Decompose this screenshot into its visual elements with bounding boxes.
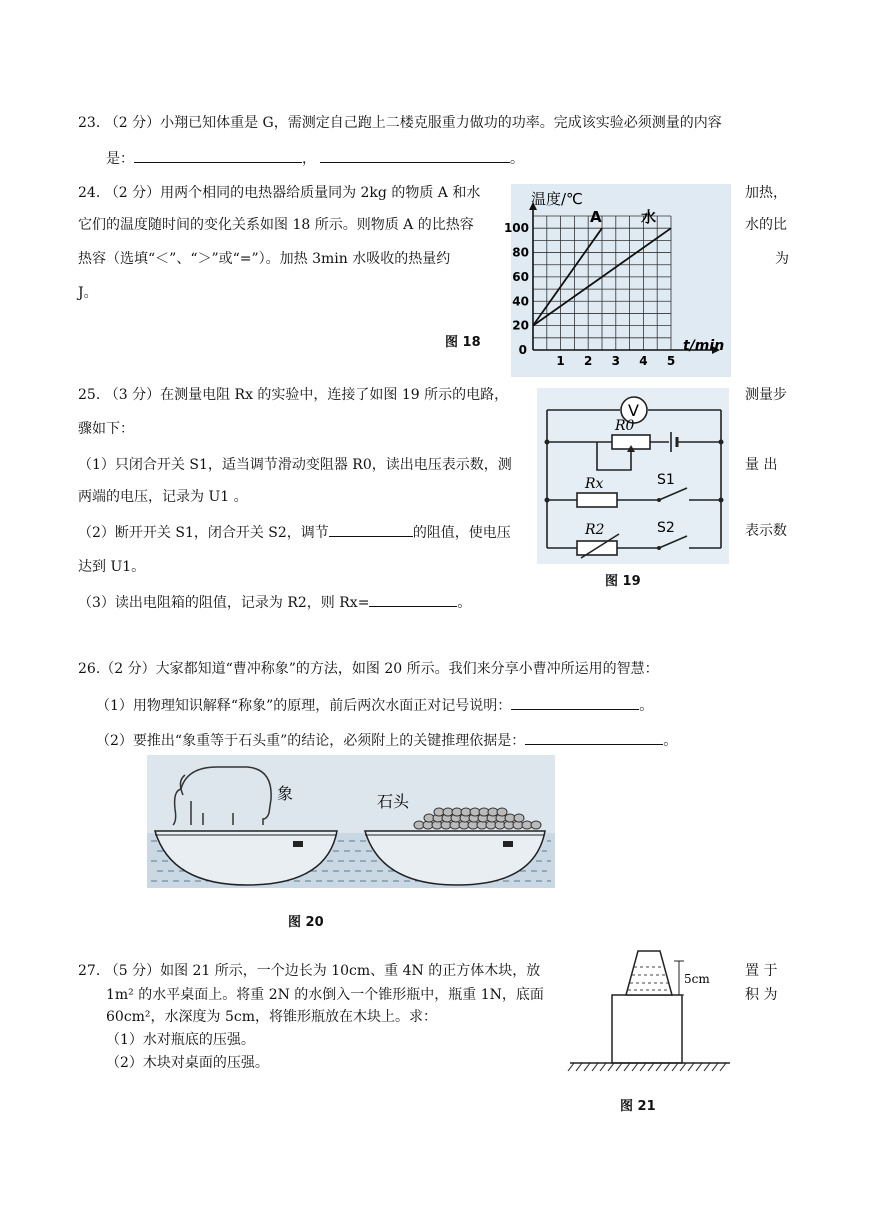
q27-line1: 27. （5 分）如图 21 所示，一个边长为 10cm、重 4N 的正方体木块，放: [78, 963, 541, 979]
stone-label: 石头: [377, 792, 410, 811]
hatch-line: [696, 1063, 702, 1071]
hatch-line: [664, 1063, 670, 1071]
q27-sub2: （2）木块对桌面的压强。: [106, 1055, 269, 1071]
r0-label: R0: [615, 418, 635, 434]
q25-step2: [78, 522, 511, 542]
waterline-mark: [503, 841, 513, 847]
series-label-water: 水: [641, 208, 657, 227]
q25-line1: 25. （3 分）在测量电阻 Rx 的实验中，连接了如图 19 所示的电路，: [78, 387, 509, 403]
q25-line2: 骤如下：: [78, 421, 134, 437]
series-label-a: A: [590, 208, 602, 227]
hatch-line: [600, 1063, 606, 1071]
stone: [514, 814, 524, 822]
stone: [531, 821, 541, 829]
elephant-label: 象: [277, 784, 294, 803]
rx-label: Rx: [585, 476, 604, 492]
chart-ylabel: 温度/℃: [531, 190, 583, 208]
junction-dot: [719, 498, 724, 503]
q27-line1-right: 置 于: [745, 963, 778, 979]
q27-line3: 60cm²，水深度为 5cm，将锥形瓶放在木块上。求：: [106, 1009, 438, 1025]
hatch-line: [640, 1063, 646, 1071]
q25-step3-end: 。: [457, 595, 472, 611]
q25-step2-right: 表示数: [745, 523, 787, 539]
hatch-line: [688, 1063, 694, 1071]
q25-step2b: 达到 U1。: [78, 559, 146, 575]
hatch-line: [592, 1063, 598, 1071]
q24-line1-right: 加热，: [745, 185, 787, 201]
voltmeter-label: V: [628, 401, 639, 420]
resistor-rx: [577, 493, 617, 507]
conical-flask: [626, 951, 672, 995]
q25-step1: （1）只闭合开关 S1，适当调节滑动变阻器 R0，读出电压表示数，测: [78, 457, 512, 473]
hatch-line: [616, 1063, 622, 1071]
q24-line2: 它们的温度随时间的变化关系如图 18 所示。则物质 A 的比热容: [78, 217, 474, 233]
chart-xlabel: t/min: [683, 338, 725, 354]
hatch-line: [672, 1063, 678, 1071]
s2-label: S2: [657, 520, 675, 536]
y-tick-label: 60: [512, 269, 529, 284]
figure-caption: 图 21: [620, 1099, 656, 1114]
hatch-line: [624, 1063, 630, 1071]
q27-sub1: （1）水对瓶底的压强。: [106, 1032, 255, 1048]
switch-pivot: [657, 546, 661, 550]
answer-blank[interactable]: [134, 148, 302, 163]
figure-caption: 图 18: [445, 335, 481, 350]
q23-prefix: 是：: [106, 151, 134, 167]
q24-line2-right: 水的比: [745, 217, 787, 233]
answer-blank[interactable]: [511, 695, 639, 710]
hatch-line: [656, 1063, 662, 1071]
wooden-cube: [612, 995, 682, 1063]
q26-line3-end: 。: [663, 733, 678, 749]
answer-blank[interactable]: [369, 592, 457, 607]
circuit-diagram: [537, 388, 729, 564]
q26-line2-text: （1）用物理知识解释“称象”的原理，前后两次水面正对记号说明：: [96, 698, 512, 714]
hatch-line: [576, 1063, 582, 1071]
junction-dot: [719, 440, 724, 445]
q25-step3-text: （3）读出电阻箱的阻值，记录为 R2，则 Rx=: [78, 595, 370, 611]
hatch-line: [720, 1063, 726, 1071]
hatch-line: [712, 1063, 718, 1071]
q26-line2: [96, 695, 653, 715]
hatch-line: [608, 1063, 614, 1071]
s1-label: S1: [657, 472, 675, 488]
y-tick-label: 40: [512, 294, 529, 309]
y-tick-label: 80: [512, 245, 529, 260]
q27-line2-right: 积 为: [745, 987, 778, 1003]
answer-blank[interactable]: [525, 730, 663, 745]
q26-line2-end: 。: [639, 698, 654, 714]
junction-dot: [545, 498, 550, 503]
table-hatching: [568, 1063, 726, 1071]
depth-indicator: [674, 961, 684, 995]
q25-step2-text: （2）断开开关 S1，闭合开关 S2，调节: [78, 525, 329, 541]
q26-line1: 26.（2 分）大家都知道“曹冲称象”的方法，如图 20 所示。我们来分享小曹冲所运用的智慧：: [78, 661, 659, 677]
hatch-line: [584, 1063, 590, 1071]
x-tick-label: 2: [584, 354, 593, 368]
x-tick-label: 3: [611, 354, 620, 368]
q23-sep: ，: [302, 151, 316, 167]
hatch-line: [632, 1063, 638, 1071]
cao-chong-weighs-elephant-figure: [147, 755, 555, 888]
x-tick-label: 5: [666, 354, 676, 368]
r2-label: R2: [585, 522, 605, 538]
waterline-mark: [293, 841, 303, 847]
q25-step1-right: 量 出: [745, 457, 778, 473]
q23-end: 。: [510, 151, 524, 167]
junction-dot: [545, 440, 550, 445]
hatch-line: [680, 1063, 686, 1071]
q25-line1-right: 测量步: [745, 387, 787, 403]
x-tick-label: 4: [639, 354, 648, 368]
hatch-line: [704, 1063, 710, 1071]
q25-step2-mid: 的阻值，使电压: [412, 525, 511, 541]
depth-label: 5cm: [684, 972, 710, 986]
q27-line2: 1m² 的水平桌面上。将重 2N 的水倒入一个锥形瓶中，瓶重 1N，底面: [106, 987, 544, 1003]
origin-label: 0: [518, 343, 527, 357]
q23-line1: 23. （2 分）小翔已知体重是 G，需测定自己跑上二楼克服重力做功的功率。完成该实验必须测量的内容: [78, 115, 722, 131]
q26-line3-text: （2）要推出“象重等于石头重”的结论，必须附上的关键推理依据是：: [96, 733, 526, 749]
y-tick-label: 20: [512, 318, 529, 333]
q24-line3: 热容（选填“＜”、“＞”或“=”）。加热 3min 水吸收的热量约: [78, 251, 451, 267]
figure-caption: 图 19: [605, 574, 641, 589]
switch-pivot: [657, 498, 661, 502]
q24-line1: 24. （2 分）用两个相同的电热器给质量同为 2kg 的物质 A 和水: [78, 185, 481, 201]
x-tick-label: 1: [556, 354, 565, 368]
block-and-flask-figure: [566, 945, 734, 1075]
q24-line3-right: 为: [775, 251, 789, 267]
answer-blank[interactable]: [329, 522, 413, 537]
hatch-line: [568, 1063, 574, 1071]
stone: [497, 808, 507, 816]
q25-step3: [78, 592, 471, 612]
q26-line3: [96, 730, 677, 750]
figure-caption: 图 20: [288, 915, 324, 930]
q24-line4: J。: [78, 285, 98, 301]
q25-step1b: 两端的电压，记录为 U1 。: [78, 489, 248, 505]
q23-line2: [106, 148, 524, 168]
y-tick-label: 100: [503, 221, 529, 236]
temperature-time-chart: [503, 184, 731, 377]
hatch-line: [648, 1063, 654, 1071]
answer-blank[interactable]: [320, 148, 510, 163]
